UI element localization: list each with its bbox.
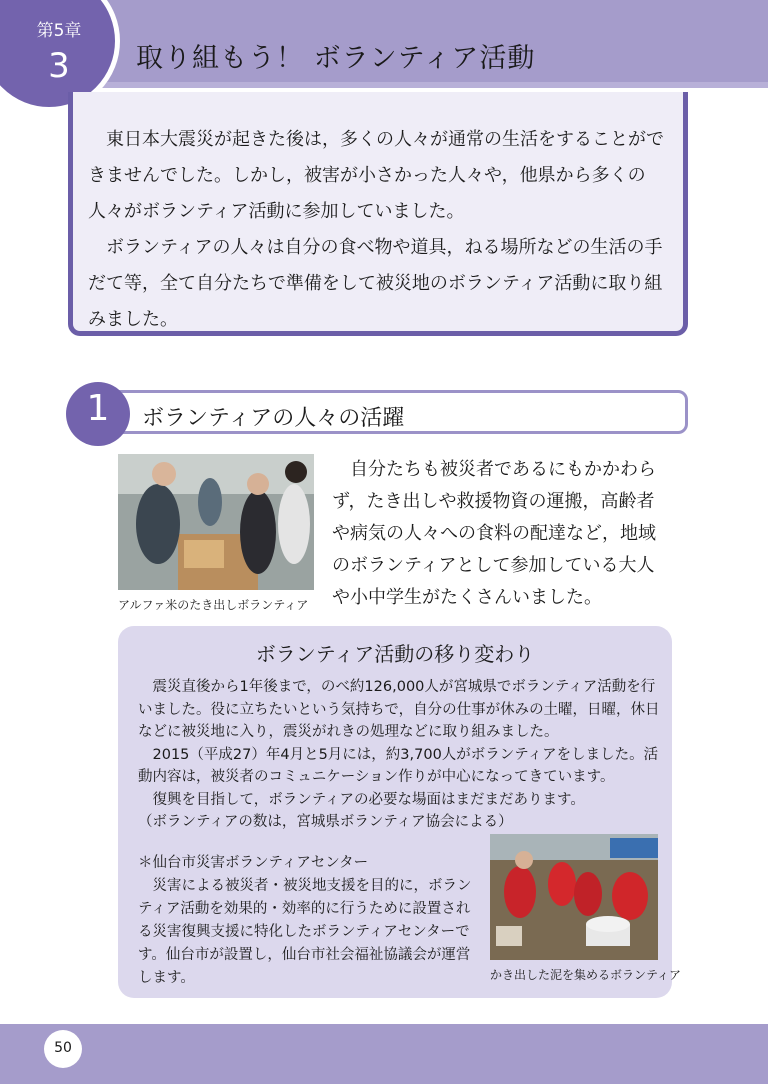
photo-caption: かき出した泥を集めるボランティア <box>490 968 682 982</box>
info-paragraph: 震災直後から1年後まで，のべ約126,000人が宮城県でボランティア活動を行いました。役に立ちたいという気持ちで，自分の仕事が休みの土曜，日曜，休日などに被災地に入り，震災がれきの処理などに取り組みました。 <box>138 679 660 740</box>
section-body-text: 自分たちも被災者であるにもかかわらず，たき出しや救援物資の運搬，高齢者や病気の人々への食料の配達など，地域のボランティアとして参加している大人や小中学生がたくさんいました。 <box>332 459 656 608</box>
note-heading: ＊仙台市災害ボランティアセンター <box>138 855 369 871</box>
intro-paragraph: 東日本大震災が起きた後は，多くの人々が通常の生活をすることができませんでした。しかし，被害が小さかった人々や，他県から多くの人々がボランティア活動に参加していました。 <box>88 129 664 222</box>
mud-cleanup-photo <box>490 834 658 960</box>
photo-caption: アルファ米のたき出しボランティア <box>118 598 309 612</box>
volunteer-cooking-photo <box>118 454 314 590</box>
mud-cleanup-illustration <box>490 834 658 960</box>
info-source: （ボランティアの数は，宮城県ボランティア協会による） <box>138 814 513 830</box>
intro-text <box>88 122 674 338</box>
page-title: 取り組もう！ ボランティア活動 <box>136 43 536 74</box>
info-box-title: ボランティア活動の移り変わり <box>255 642 535 666</box>
header-strip <box>0 82 768 88</box>
note-body: 災害による被災者・被災地支援を目的に，ボランティア活動を効果的・効率的に行うために設置される災害復興支援に特化したボランティアセンターです。仙台市が設置し，仙台市社会福祉協議会が運営します。 <box>138 878 472 986</box>
chapter-number: 3 <box>48 46 70 86</box>
section-number: 1 <box>86 388 110 429</box>
info-paragraph: 復興を目指して，ボランティアの必要な場面はまだまだあります。 <box>152 791 585 808</box>
info-paragraph: 2015（平成27）年4月と5月には，約3,700人がボランティアをしました。活動内容は，被災者のコミュニケーション作りが中心になってきています。 <box>138 746 659 785</box>
volunteer-cooking-illustration <box>118 454 314 590</box>
info-box-text <box>138 676 662 834</box>
section-title: ボランティアの人々の活躍 <box>142 406 405 431</box>
chapter-label: 第5章 <box>36 21 82 41</box>
page-number: 50 <box>54 1040 72 1056</box>
intro-paragraph: ボランティアの人々は自分の食べ物や道具，ねる場所などの生活の手だて等，全て自分たちで準備をして被災地のボランティア活動に取り組みました。 <box>88 237 663 330</box>
volunteer-center-note <box>138 852 478 990</box>
footer-band <box>0 1024 768 1084</box>
